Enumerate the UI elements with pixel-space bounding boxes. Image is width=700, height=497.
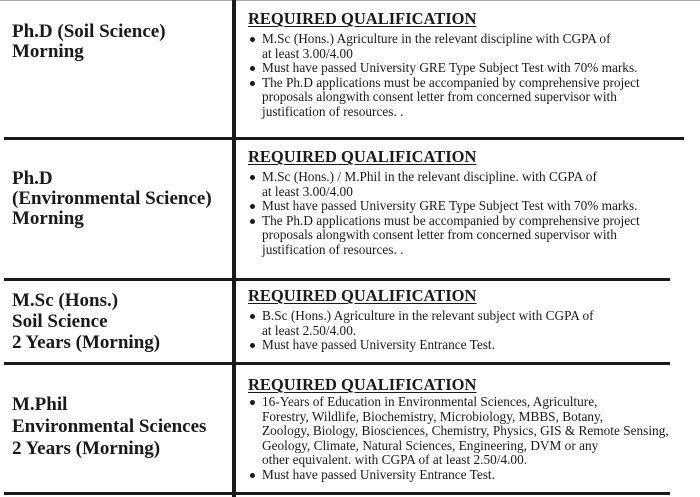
item-line: Must have passed University GRE Type Subject Test with 70% marks. (262, 60, 638, 75)
program-title-line: M.Phil (12, 394, 68, 415)
item-line: Forestry, Wildlife, Biochemistry, Microbiology, MBBS, Botany, (262, 408, 604, 424)
program-title-line: Morning (12, 41, 84, 62)
bullet-icon (250, 204, 255, 209)
bullet-icon (250, 81, 255, 86)
item-line: Must have passed University Entrance Test. (262, 466, 495, 482)
bullet-icon (250, 66, 255, 71)
row-divider (4, 362, 670, 365)
program-title-line: Morning (12, 208, 84, 229)
item-line: at least 3.00/4.00 (262, 183, 353, 199)
item-line: other equivalent. with CGPA of at least 2.50/4.00. (262, 452, 528, 467)
qualification-item (248, 214, 698, 258)
qualification-list (248, 170, 698, 257)
qualification-heading: REQUIRED QUALIFICATION (248, 147, 477, 166)
program-title-msc-soil-science (12, 290, 227, 353)
item-line: Geology, Climate, Natural Sciences, Engineering, DVM or any (262, 437, 599, 453)
qualification-item (248, 32, 698, 61)
program-title-mphil-environmental-sciences (12, 394, 227, 460)
item-line: B.Sc (Hons.) Agriculture in the relevant subject with CGPA of (262, 308, 594, 323)
program-title-line: 2 Years (Morning) (12, 438, 161, 459)
qualification-item (248, 170, 698, 199)
bullet-icon (250, 343, 255, 348)
item-line: The Ph.D applications must be accompanied by comprehensive project (262, 74, 640, 90)
qualification-item (248, 61, 698, 76)
item-line: proposals alongwith consent letter from concerned supervisor with (262, 89, 617, 104)
qualification-block-phd-environmental-science (248, 148, 698, 257)
row-divider (4, 278, 670, 281)
row-divider (4, 137, 684, 140)
item-line: 16-Years of Education in Environmental Sciences, Agriculture, (262, 394, 598, 409)
qualification-block-msc-soil-science (248, 287, 698, 353)
item-line: proposals alongwith consent letter from concerned supervisor with (262, 227, 617, 242)
item-line: at least 2.50/4.00. (262, 322, 357, 338)
item-line: Must have passed University GRE Type Subject Test with 70% marks. (262, 198, 638, 213)
program-title-line: M.Sc (Hons.) (12, 290, 119, 311)
qualification-item (248, 468, 698, 483)
item-line: Must have passed University Entrance Test. (262, 337, 495, 352)
item-line: justification of resources. . (262, 103, 404, 119)
program-title-line: (Environmental Science) (12, 188, 212, 209)
qualification-block-phd-soil-science (248, 10, 698, 119)
bullet-icon (250, 400, 255, 405)
qualification-heading: REQUIRED QUALIFICATION (248, 375, 477, 394)
item-line: Zoology, Biology, Biosciences, Chemistry, Physics, GIS & Remote Sensing, (262, 423, 669, 438)
bullet-icon (250, 219, 255, 224)
program-title-line: Soil Science (12, 311, 108, 332)
bullet-icon (250, 37, 255, 42)
program-title-line: Environmental Sciences (12, 416, 207, 437)
qualification-list (248, 32, 698, 119)
program-title-line: Ph.D (12, 168, 53, 189)
qualification-heading: REQUIRED QUALIFICATION (248, 286, 477, 305)
row-divider (4, 492, 670, 495)
item-line: The Ph.D applications must be accompanied by comprehensive project (262, 212, 640, 228)
qualification-item (248, 395, 698, 468)
qualification-list (248, 309, 698, 353)
program-title-phd-environmental-science (12, 169, 227, 229)
qualification-block-mphil-environmental-sciences (248, 376, 698, 482)
item-line: M.Sc (Hons.) / M.Phil in the relevant discipline. with CGPA of (262, 169, 597, 184)
program-title-line: 2 Years (Morning) (12, 332, 161, 353)
item-line: M.Sc (Hons.) Agriculture in the relevant discipline with CGPA of (262, 31, 611, 46)
item-line: at least 3.00/4.00 (262, 45, 353, 61)
qualification-item (248, 199, 698, 214)
item-line: justification of resources. . (262, 241, 404, 257)
column-divider (232, 0, 236, 497)
bullet-icon (250, 314, 255, 319)
qualification-list (248, 395, 698, 482)
top-border (0, 0, 700, 1)
qualification-item (248, 76, 698, 120)
qualification-heading: REQUIRED QUALIFICATION (248, 9, 477, 28)
program-title-phd-soil-science (12, 22, 227, 62)
bullet-icon (250, 175, 255, 180)
program-title-line: Ph.D (Soil Science) (12, 21, 166, 42)
bullet-icon (250, 473, 255, 478)
qualification-item (248, 338, 698, 353)
qualification-item (248, 309, 698, 338)
